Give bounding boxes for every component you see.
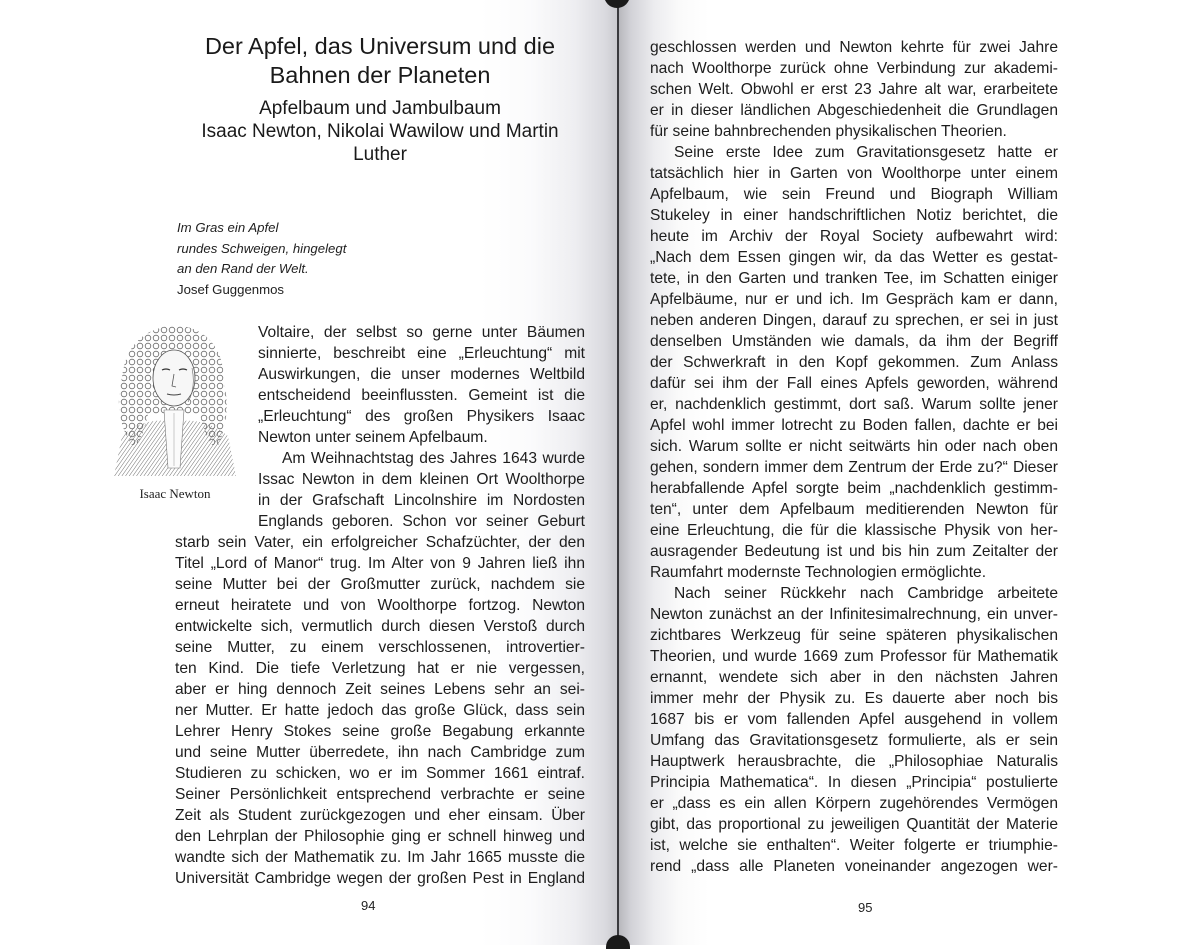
body-line: neben anderen Dingen, darauf zu sprechen, er sei in just bbox=[650, 312, 1058, 329]
body-line: Voltaire, der selbst so gerne unter Bäumen bbox=[258, 324, 585, 341]
chapter-title-line: Bahnen der Planeten bbox=[269, 62, 491, 88]
body-line: Am Weihnachtstag des Jahres 1643 wurde bbox=[282, 450, 585, 467]
portrait-caption: Isaac Newton bbox=[139, 486, 211, 501]
body-line: Theorien, und wurde 1669 zum Professor für Mathematik bbox=[650, 648, 1058, 665]
book-spine bbox=[617, 0, 619, 945]
body-line: ten Kind. Die tiefe Verletzung hat er nie vergessen, bbox=[175, 660, 585, 677]
body-line: Principia Mathematica“. In diesen „Principia“ postulierte bbox=[650, 774, 1058, 791]
body-line: Titel „Lord of Manor“ trug. Im Alter von 9 Jahren ließ ihn bbox=[175, 555, 585, 572]
body-line: Newton unter seinem Apfelbaum. bbox=[258, 429, 488, 446]
body-line: gibt, das proportional zu jeweiligen Quantität der Materie bbox=[650, 816, 1058, 833]
body-line: tatsächlich hier in Garten von Woolthorpe unter einem bbox=[650, 165, 1058, 182]
body-line: Nach seiner Rückkehr nach Cambridge arbeitete bbox=[674, 585, 1058, 602]
body-line: Raumfahrt modernste Technologien ermöglichte. bbox=[650, 564, 987, 581]
epigraph-line: an den Rand der Welt. bbox=[177, 261, 309, 276]
epigraph-author: Josef Guggenmos bbox=[177, 281, 285, 297]
body-line: aber er hing dennoch Zeit seines Lebens sehr an sei- bbox=[175, 681, 585, 698]
body-line: Issac Newton in dem kleinen Ort Woolthorpe bbox=[258, 471, 585, 488]
body-line: ernannt, wendete sich aber in den nächsten Jahren bbox=[650, 669, 1058, 686]
body-line: Umfang das Gravitationsgesetz formulierte, als er sein bbox=[650, 732, 1058, 749]
body-line: Seiner Persönlichkeit entsprechend verbrachte er seine bbox=[175, 786, 585, 803]
body-line: gehen, sondern immer dem Zentrum der Erde zu?“ Dieser bbox=[650, 459, 1058, 476]
body-line: wandte sich der Mathematik zu. Im Jahr 1665 musste die bbox=[175, 849, 585, 866]
body-line: Lehrer Henry Stokes seine große Begabung erkannte bbox=[175, 723, 585, 740]
body-line: sich. Warum sollte er nicht seitwärts hin oder nach oben bbox=[650, 438, 1058, 455]
body-line: Universität Cambridge wegen der großen Pest in England bbox=[175, 870, 585, 887]
chapter-subtitle-line: Isaac Newton, Nikolai Wawilow und Martin bbox=[201, 121, 559, 142]
chapter-title-line: Der Apfel, das Universum und die bbox=[204, 33, 556, 59]
body-line: Newton zunächst an der Infinitesimalrechnung, ein unver- bbox=[650, 606, 1058, 623]
body-line: Apfelbäume, nur er und ich. Im Gespräch kam er dann, bbox=[650, 291, 1058, 308]
body-line: Seine erste Idee zum Gravitationsgesetz hatte er bbox=[674, 144, 1058, 161]
epigraph bbox=[177, 218, 346, 300]
body-line: 1687 bis er vom fallenden Apfel ausgehend in vollem bbox=[650, 711, 1058, 728]
chapter-title bbox=[180, 32, 580, 90]
body-line: nach Woolthorpe zurück ohne Verbindung zur akademi- bbox=[650, 60, 1058, 77]
body-line: „Erleuchtung“ des großen Physikers Isaac bbox=[258, 408, 585, 425]
body-line: „Nach dem Essen gingen wir, da das Wetter es gestat- bbox=[650, 249, 1058, 266]
epigraph-line: Im Gras ein Apfel bbox=[177, 220, 279, 235]
body-line: starb sein Vater, ein erfolgreicher Schafzüchter, der den bbox=[175, 534, 585, 551]
body-line: seine Mutter bei der Großmutter zurück, nachdem sie bbox=[175, 576, 585, 593]
body-line: der Schwerkraft in den Kopf gekommen. Zum Anlass bbox=[650, 354, 1058, 371]
body-line: er in dieser ländlichen Abgeschiedenheit die Grundlagen bbox=[650, 102, 1058, 119]
body-line: herabfallende Apfel sorgte beim „nachdenklich gestimm- bbox=[650, 480, 1058, 497]
body-line: ausragender Bedeutung ist und bis hin zum Zeitalter der bbox=[650, 543, 1058, 560]
body-line: ner Mutter. Er hatte jedoch das große Glück, dass sein bbox=[175, 702, 585, 719]
body-line: eine Erleuchtung, die für die klassische Physik von her- bbox=[650, 522, 1058, 539]
body-line: zichtbares Werkzeug für seine späteren physikalischen bbox=[650, 627, 1058, 644]
body-line: Englands geboren. Schon vor seiner Geburt bbox=[258, 513, 585, 530]
body-line: Hauptwerk herausbrachte, die „Philosophiae Naturalis bbox=[650, 753, 1058, 770]
body-line: rend „dass alle Planeten voneinander angezogen wer- bbox=[650, 858, 1058, 875]
right-page bbox=[619, 0, 1200, 945]
body-line: dafür sei ihm der Fall eines Apfels geworden, während bbox=[650, 375, 1058, 392]
body-line: er, nachdenklich gestimmt, dort saß. Warum sollte jener bbox=[650, 396, 1058, 413]
page-number: 95 bbox=[858, 900, 873, 915]
body-line: erneut heiratete und von Woolthorpe fortzog. Newton bbox=[175, 597, 585, 614]
chapter-subtitle bbox=[170, 97, 590, 166]
newton-portrait-image bbox=[104, 318, 244, 476]
body-line: Stukeley in einer handschriftlichen Notiz berichtet, die bbox=[650, 207, 1058, 224]
body-line: entwickelte sich, vermutlich durch diesen Verstoß durch bbox=[175, 618, 585, 635]
body-line: seine Mutter, zu einem verschlossenen, introvertier- bbox=[175, 639, 585, 656]
page-number: 94 bbox=[361, 898, 376, 913]
body-line: geschlossen werden und Newton kehrte für zwei Jahre bbox=[650, 39, 1058, 56]
body-line: Auswirkungen, die unser modernes Weltbild bbox=[258, 366, 585, 383]
chapter-subtitle-line: Apfelbaum und Jambulbaum bbox=[259, 98, 501, 119]
body-line: Zeit als Student zurückgezogen und eher einsam. Über bbox=[175, 807, 585, 824]
body-line: schen Welt. Obwohl er erst 23 Jahre alt war, erarbeitete bbox=[650, 81, 1058, 98]
body-line: den Lehrplan der Philosophie ging er schnell hinweg und bbox=[175, 828, 585, 845]
body-line: tete, in den Garten und tranken Tee, im Schatten einiger bbox=[650, 270, 1058, 287]
body-line: in der Grafschaft Lincolnshire im Nordosten bbox=[258, 492, 585, 509]
body-line: immer mehr der Physik zu. Es dauerte aber noch bis bbox=[650, 690, 1058, 707]
body-line: ten“, unter dem Apfelbaum meditierenden Newton für bbox=[650, 501, 1058, 518]
body-line: Studieren zu schicken, wo er im Sommer 1661 eintraf. bbox=[175, 765, 585, 782]
body-line: ist, welche sie enthalten“. Weiter folgerte er triumphie- bbox=[650, 837, 1058, 854]
chapter-subtitle-line: Luther bbox=[353, 144, 407, 165]
body-line: heute im Archiv der Royal Society aufbewahrt wird: bbox=[650, 228, 1058, 245]
body-line: Apfel wohl immer lotrecht zu Boden fallen, dachte er bei bbox=[650, 417, 1058, 434]
body-line: denselben Umständen wie damals, da ihm der Begriff bbox=[650, 333, 1058, 350]
body-line: er „dass es ein allen Körpern zugehörendes Vermögen bbox=[650, 795, 1058, 812]
body-line: und seine Mutter überredete, ihn nach Cambridge zum bbox=[175, 744, 585, 761]
body-line: für seine bahnbrechenden physikalischen Theorien. bbox=[650, 123, 1007, 140]
epigraph-line: rundes Schweigen, hingelegt bbox=[177, 240, 347, 256]
body-line: entscheidend beeinflussten. Gemeint ist die bbox=[258, 387, 585, 404]
body-line: Apfelbaum, wie sein Freund und Biograph William bbox=[650, 186, 1058, 203]
body-line: sinnierte, beschreibt eine „Erleuchtung“ mit bbox=[258, 345, 585, 362]
